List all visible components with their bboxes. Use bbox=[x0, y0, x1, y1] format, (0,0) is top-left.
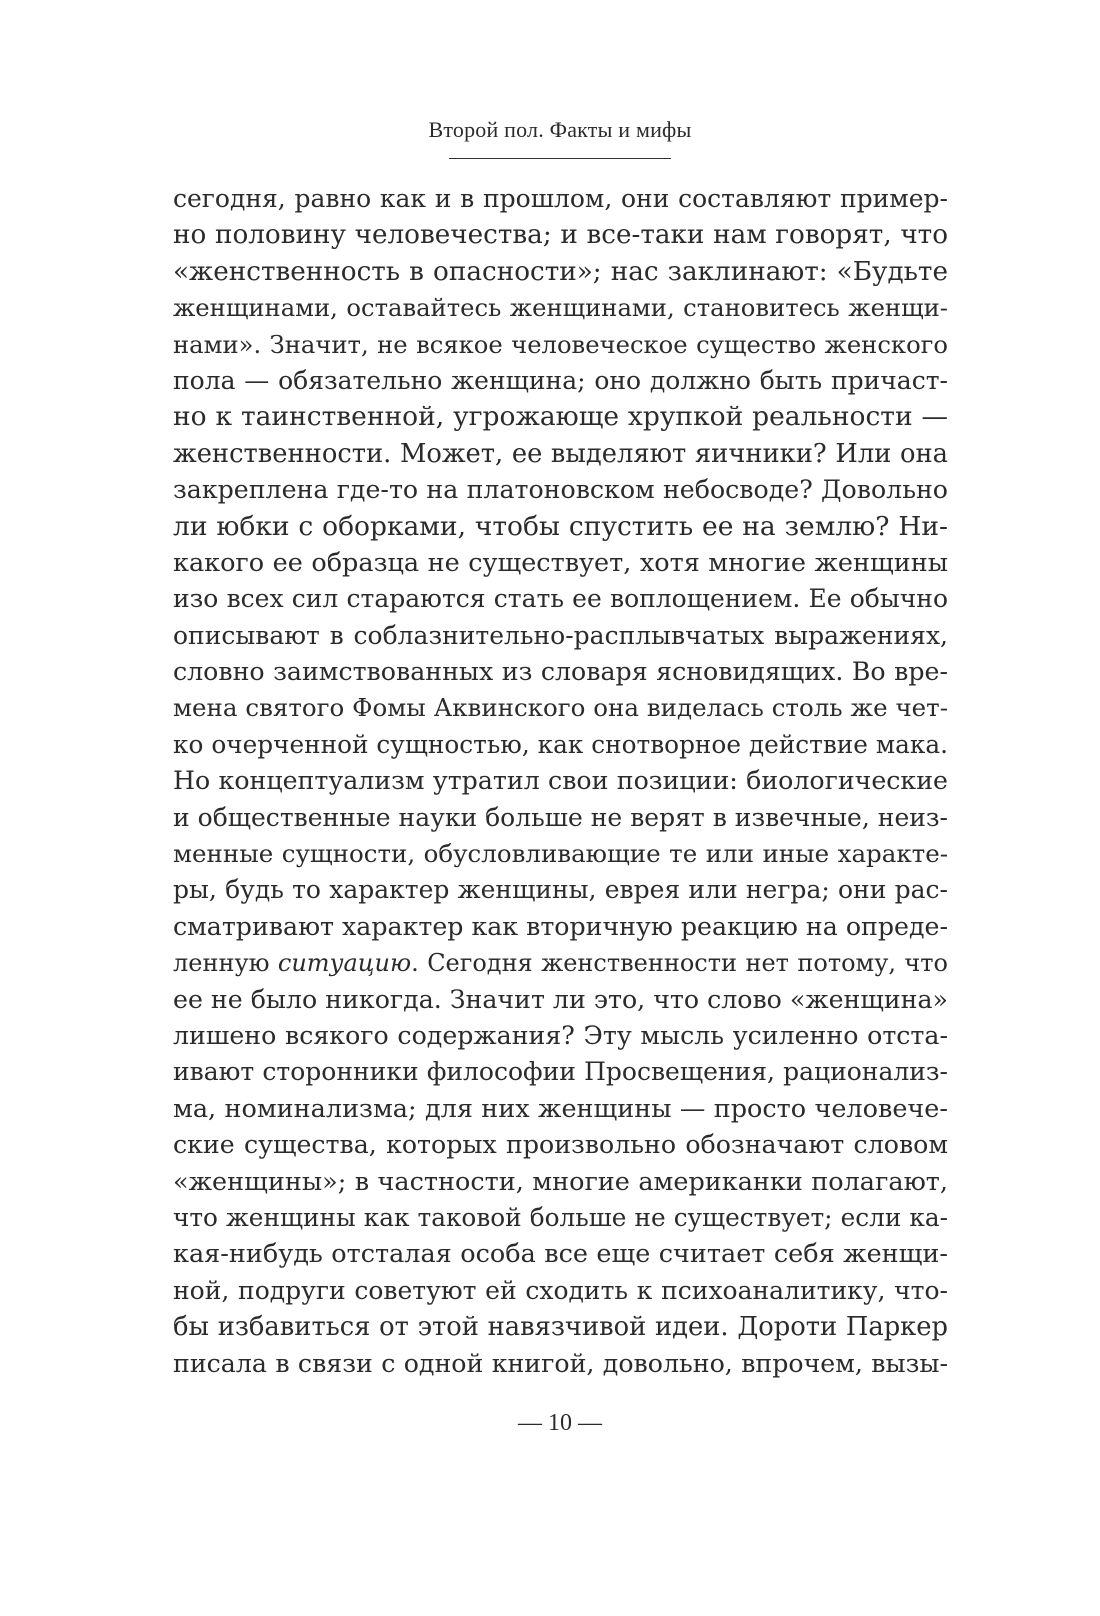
text-line: «женственность в опасности»; нас заклинают: «Будьте bbox=[173, 256, 948, 287]
text-line: но половину человечества; и все-таки нам говорят, что bbox=[173, 220, 948, 251]
text-line: пола — обязательно женщина; оно должно быть причаст- bbox=[173, 365, 948, 395]
page-number: — 10 — bbox=[518, 1410, 602, 1436]
text-line: и общественные науки больше не верят в извечные, неиз- bbox=[173, 802, 948, 832]
text-line: какого ее образца не существует, хотя многие женщины bbox=[173, 547, 948, 578]
text-line: ма, номинализма; для них женщины — просто человече- bbox=[173, 1093, 948, 1124]
text-line: сматривают характер как вторичную реакцию на опреде- bbox=[173, 911, 948, 941]
text-line: ли юбки с оборками, чтобы спустить ее на землю? Ни- bbox=[173, 510, 948, 542]
text-line: ры, будь то характер женщины, еврея или негра; они рас- bbox=[173, 875, 948, 905]
text-line: описывают в соблазнительно-расплывчатых выражениях, bbox=[173, 620, 948, 650]
running-title: Второй пол. Факты и мифы bbox=[428, 117, 692, 142]
text-segment: . Сегодня женственности нет потому, что bbox=[411, 949, 948, 978]
text-line: закреплена где-то на платоновском небосводе? Довольно bbox=[173, 475, 948, 505]
text-line: «женщины»; в частности, многие американки полагают, bbox=[173, 1166, 948, 1197]
text-line: менные сущности, обусловливающие те или иные характе- bbox=[173, 839, 948, 869]
text-line: ной, подруги советуют ей сходить к психоаналитику, что- bbox=[173, 1275, 948, 1305]
text-line-with-italic bbox=[173, 945, 948, 981]
text-line: писала в связи с одной книгой, довольно, впрочем, вызы- bbox=[173, 1348, 948, 1378]
text-line: кая-нибудь отсталая особа все еще считает себя женщи- bbox=[173, 1239, 948, 1270]
text-line: изо всех сил стараются стать ее воплощением. Ее обычно bbox=[173, 584, 948, 614]
text-line: Но концептуализм утратил свои позиции: биологические bbox=[173, 766, 948, 796]
text-line: сегодня, равно как и в прошлом, они составляют пример- bbox=[173, 184, 948, 213]
text-line: ские существа, которых произвольно обозначают словом bbox=[173, 1130, 948, 1160]
text-line: женщинами, оставайтесь женщинами, становитесь женщи- bbox=[173, 293, 948, 323]
text-line: ее не было никогда. Значит ли это, что слово «женщина» bbox=[173, 984, 948, 1014]
text-line: женственности. Может, ее выделяют яичники? Или она bbox=[173, 438, 948, 469]
italic-term: ситуацию bbox=[277, 949, 412, 978]
body-text bbox=[173, 181, 948, 1382]
text-line: ивают сторонники философии Просвещения, рационализ- bbox=[173, 1057, 948, 1087]
text-line: словно заимствованных из словаря ясновидящих. Во вре- bbox=[173, 657, 948, 687]
text-segment: ленную bbox=[173, 949, 278, 978]
text-line: что женщины как таковой больше не существует; если ка- bbox=[173, 1202, 948, 1232]
text-line: мена святого Фомы Аквинского она виделась столь же чет- bbox=[173, 693, 948, 723]
text-line: лишено всякого содержания? Эту мысль усиленно отста- bbox=[173, 1020, 948, 1050]
header-rule bbox=[449, 158, 671, 159]
text-line: но к таинственной, угрожающе хрупкой реальности — bbox=[173, 401, 948, 433]
text-line: бы избавиться от этой навязчивой идеи. Дороти Паркер bbox=[173, 1312, 948, 1343]
text-line: нами». Значит, не всякое человеческое существо женского bbox=[173, 329, 948, 359]
text-line: ко очерченной сущностью, как снотворное действие мака. bbox=[173, 729, 948, 759]
